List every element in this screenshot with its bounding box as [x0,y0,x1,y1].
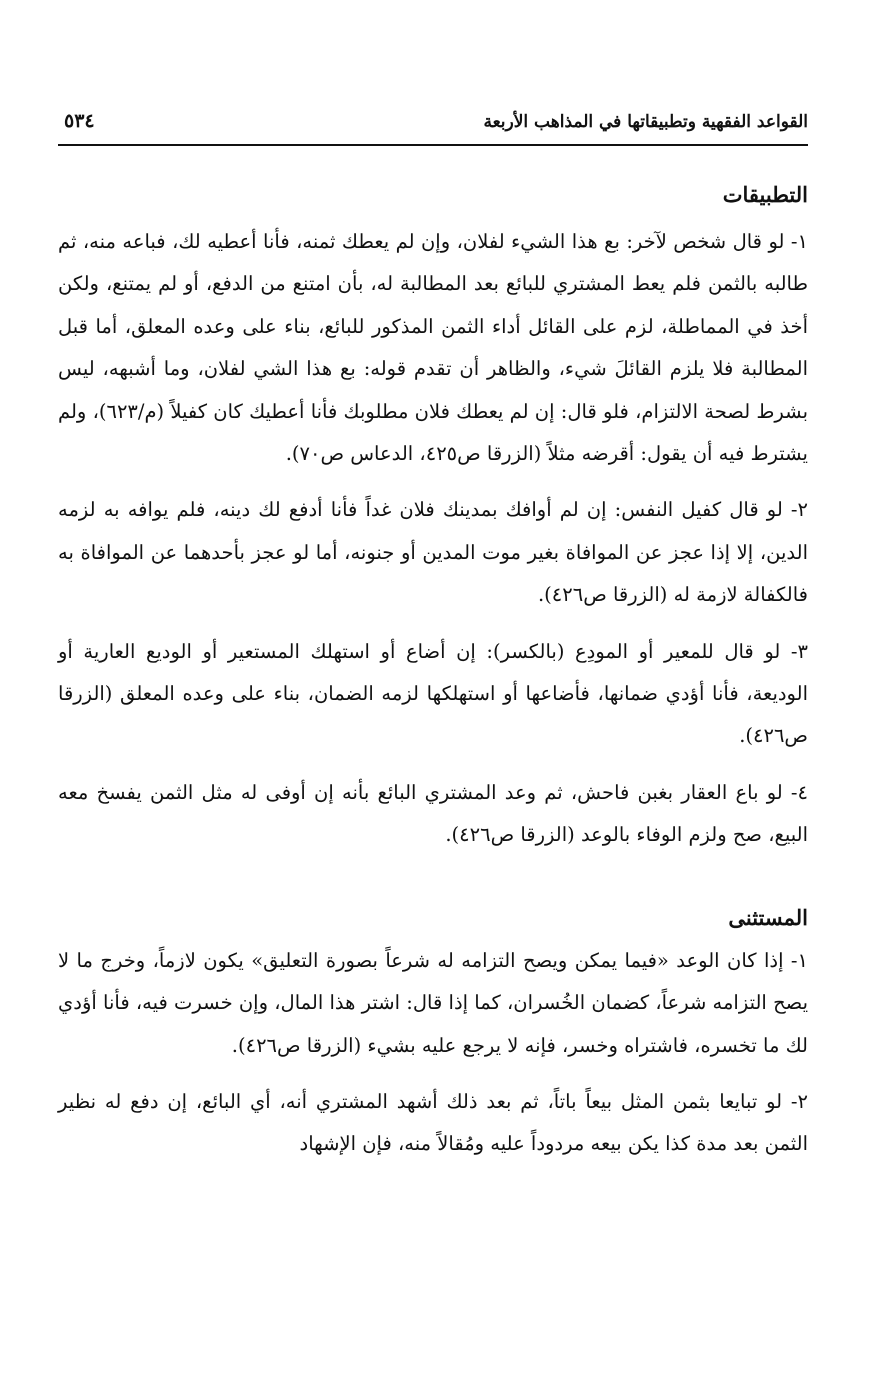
page-number: ٥٣٤ [64,110,95,132]
application-paragraph-3: ٣- لو قال للمعير أو المودِع (بالكسر): إن أضاع أو استهلك المستعير أو الوديع العارية أو الوديعة، فأنا أؤدي ضمانها، فأضاعها أو استهلكها لزمه الضمان، بناء على وعده المعلق (الزرقا ص٤٢٦). [58,639,808,748]
exception-paragraph-1: ١- إذا كان الوعد «فيما يمكن ويصح التزامه له شرعاً بصورة التعليق» يكون لازماً، وخرج ما لا يصح التزامه شرعاً، كضمان الخُسران، كما إذا قال: اشتر هذا المال، وإن خسرت فيه، فأنا أؤدي لك ما تخسره، فاشتراه وخسر، فإنه لا يرجع عليه بشيء (الزرقا ص٤٢٦). [58,948,808,1057]
application-paragraph-4: ٤- لو باع العقار بغبن فاحش، ثم وعد المشتري البائع بأنه إن أوفى له مثل الثمن يفسخ معه البيع، صح ولزم الوفاء بالوعد (الزرقا ص٤٢٦). [58,780,808,847]
exception-paragraph-2: ٢- لو تبايعا بثمن المثل بيعاً باتاً، ثم بعد ذلك أشهد المشتري أنه، أي البائع، إن دفع له نظير الثمن بعد مدة كذا يكن بيعه مردوداً عليه ومُقالاً منه، فإن الإشهاد [58,1089,808,1156]
application-paragraph-2: ٢- لو قال كفيل النفس: إن لم أوافك بمدينك فلان غداً فأنا أدفع لك دينه، فلم يوافه به لزمه الدين، إلا إذا عجز عن الموافاة بغير موت المدين أو جنونه، أما لو عجز بأحدهما عن الموافاة به فالكفالة لازمة له (الزرقا ص٤٢٦). [58,498,808,607]
running-title: القواعد الفقهية وتطبيقاتها في المذاهب الأربعة [483,112,808,132]
section-heading-applications: التطبيقات [722,182,808,207]
book-page [58,100,808,1166]
running-header [58,100,808,146]
section-heading-exceptions: المستثنى [728,904,808,930]
application-paragraph-1: ١- لو قال شخص لآخر: بع هذا الشيء لفلان، وإن لم يعطك ثمنه، فأنا أعطيه لك، فباعه منه، ثم طالبه بالثمن فلم يعط المشتري للبائع بعد المطالبة له، بأن امتنع من الدفع، أو لم يمتنع، ولكن أخذ في المماطلة، لزم على القائل أداء الثمن المذكور للبائع، بناء على وعده المعلق، أما قبل المطالبة فلا يلزم القائلَ شيء، والظاهر أن تقدم قوله: بع هذا الشي لفلان، وما أشبهه، ليس بشرط لصحة الالتزام، فلو قال: إن لم يعطك فلان مطلوبك فأنا أعطيك كان كفيلاً (م/٦٢٣)، ولم يشترط فيه أن يقول: أقرضه مثلاً (الزرقا ص٤٢٥، الدعاس ص٧٠). [58,230,809,466]
